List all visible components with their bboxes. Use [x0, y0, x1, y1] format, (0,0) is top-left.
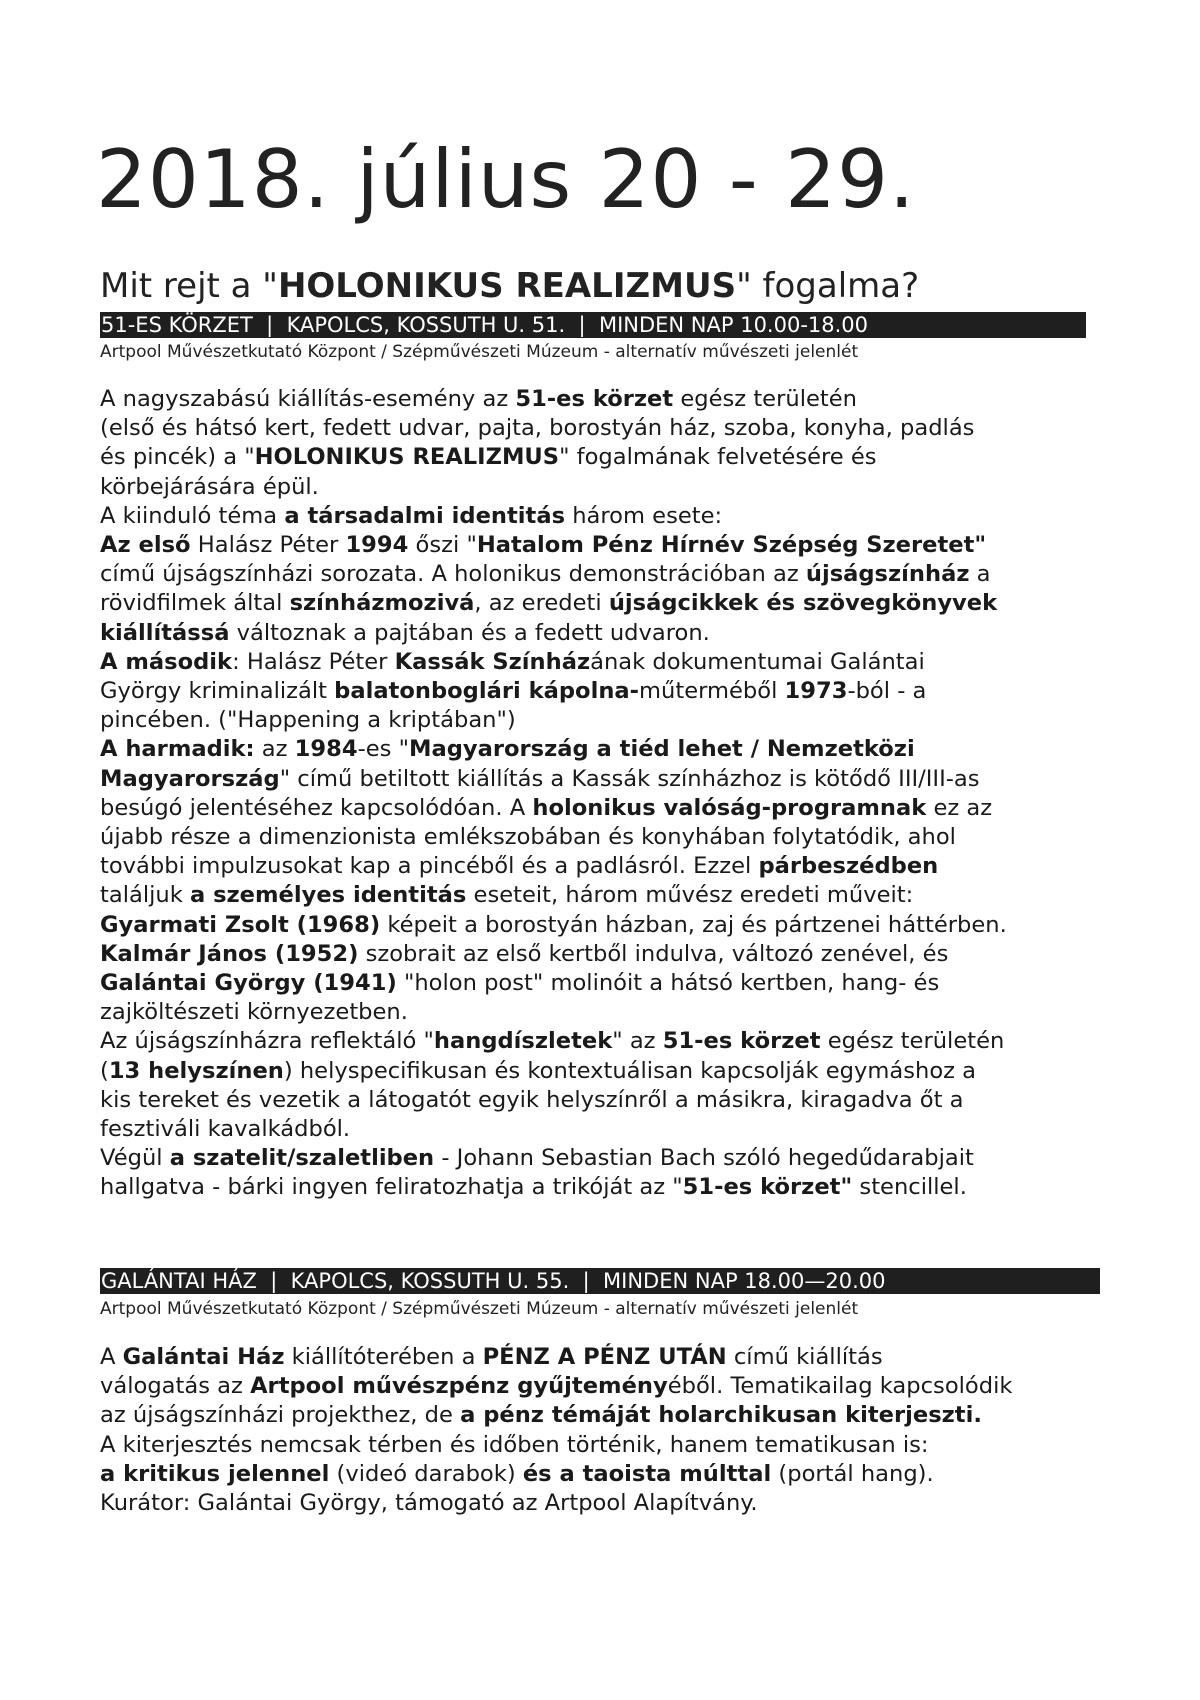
bold-text: újságszínház	[805, 561, 970, 588]
text-line	[100, 852, 1007, 881]
text-line	[100, 911, 1007, 940]
text-line	[100, 998, 1007, 1027]
text-segment: című kiállítás	[726, 1344, 883, 1370]
bold-text: Hatalom Pénz Hírnév Szépség Szeretet"	[476, 532, 987, 559]
text-segment: kis tereket és vezetik a látogatót egyik helyszínről a másikra, kiragadva őt a	[100, 1086, 964, 1113]
bold-text: újságcikkek és szövegkönyvek	[608, 590, 998, 617]
bold-text: Gyarmati Zsolt (1968)	[100, 911, 381, 938]
bold-text: Artpool művészpénz gyűjtemény	[250, 1373, 668, 1400]
text-segment: egész területén	[820, 1028, 1005, 1055]
text-line	[100, 443, 1007, 472]
event-date-heading: 2018. július 20 - 29.	[96, 133, 916, 226]
section1-body	[100, 385, 1007, 1203]
text-line	[100, 502, 1007, 531]
text-segment: " fogalmának felvetésére és	[559, 444, 877, 471]
section2-body	[100, 1343, 1012, 1518]
text-line	[100, 677, 1007, 706]
question-post: " fogalma?	[736, 266, 920, 306]
text-segment: A kiterjesztés nemcsak térben és időben történik, hanem tematikusan is:	[100, 1431, 929, 1458]
bold-text: 1984	[294, 736, 358, 763]
text-line	[100, 1401, 1012, 1430]
text-segment: Kurátor: Galántai György, támogató az Artpool Alapítvány.	[100, 1490, 758, 1517]
text-segment: az	[254, 736, 295, 763]
text-line	[100, 1173, 1007, 1202]
text-segment: : Halász Péter	[232, 648, 395, 675]
text-segment: zajköltészeti környezetben.	[100, 999, 408, 1026]
text-segment: találjuk	[100, 882, 190, 909]
text-segment: és pincék) a "	[100, 444, 255, 471]
text-line	[100, 473, 1007, 502]
text-segment: újabb része a dimenzionista emlékszobában és konyhában folytatódik, ahol	[100, 824, 956, 851]
text-segment: - Johann Sebastian Bach szóló hegedűdarabjait	[434, 1145, 974, 1172]
text-segment: szobrait az első kertből indulva, változó zenével, és	[358, 940, 949, 967]
bold-text: A második	[100, 648, 233, 675]
section2-info-bar: GALÁNTAI HÁZ | KAPOLCS, KOSSUTH U. 55. | MINDEN NAP 18.00—20.00	[100, 1268, 1100, 1294]
text-segment: Az újságszínházra reflektáló "	[100, 1028, 434, 1055]
text-segment: -ból - a	[847, 678, 927, 705]
text-segment: őszi "	[408, 532, 477, 559]
text-segment: további impulzusokat kap a pincéből és a padlásról. Ezzel	[100, 853, 759, 880]
text-line	[100, 589, 1007, 618]
text-segment: pincében. ("Happening a kriptában")	[100, 707, 516, 734]
text-segment: válogatás az	[100, 1373, 251, 1400]
bold-text: 51-es körzet	[662, 1028, 821, 1055]
text-line	[100, 706, 1007, 735]
bold-text: HOLONIKUS REALIZMUS	[254, 444, 560, 471]
question-heading	[100, 265, 919, 307]
bold-text: 1973	[784, 678, 848, 705]
text-line	[100, 823, 1007, 852]
bold-text: PÉNZ A PÉNZ UTÁN	[482, 1344, 727, 1370]
bold-text: balatonboglári kápolna-	[334, 678, 640, 705]
text-line	[100, 414, 1007, 443]
text-segment: műterméből	[639, 678, 785, 705]
question-bold: HOLONIKUS REALIZMUS	[277, 266, 737, 306]
bold-text: Galántai Ház	[122, 1344, 285, 1370]
text-segment: A nagyszabású kiállítás-esemény az	[100, 386, 516, 412]
text-line	[100, 1343, 1012, 1372]
text-line	[100, 1086, 1007, 1115]
bold-text: Magyarország a tiéd lehet / Nemzetközi	[408, 736, 915, 763]
text-segment: az újságszínházi projekthez, de	[100, 1402, 461, 1429]
text-line	[100, 1460, 1012, 1489]
text-segment: " az	[612, 1028, 663, 1055]
text-segment: "holon post" molinóit a hátsó kertben, hang- és	[396, 970, 940, 997]
question-pre: Mit rejt a "	[100, 266, 278, 306]
bold-text: Magyarország	[100, 765, 280, 792]
text-line	[100, 619, 1007, 648]
bold-text: kiállítássá	[100, 619, 230, 646]
text-segment: A kiinduló téma	[100, 502, 285, 529]
text-segment: éből. Tematikailag kapcsolódik	[667, 1373, 1013, 1400]
text-segment: (első és hátsó kert, fedett udvar, pajta, borostyán ház, szoba, konyha, padlás	[100, 415, 975, 442]
bold-text: hangdíszletek	[433, 1028, 613, 1055]
text-line	[100, 560, 1007, 589]
text-line	[100, 735, 1007, 764]
bold-text: a személyes identitás	[189, 882, 467, 909]
text-segment: című újságszínházi sorozata. A holonikus demonstrációban az	[100, 561, 806, 588]
bold-text: holonikus valóság-programnak	[532, 794, 927, 821]
text-segment: a	[969, 561, 991, 588]
text-segment: " című betiltott kiállítás a Kassák színházhoz is kötődő III/III-as	[279, 765, 980, 792]
text-segment: György kriminalizált	[100, 678, 335, 705]
text-segment: besúgó jelentéséhez kapcsolódóan. A	[100, 794, 533, 821]
text-segment: változnak a pajtában és a fedett udvaron.	[229, 619, 710, 646]
text-segment: A	[100, 1344, 123, 1370]
bold-text: 51-es körzet"	[682, 1174, 853, 1201]
text-segment: képeit a borostyán házban, zaj és pártzenei háttérben.	[380, 911, 1007, 938]
section1-info-bar: 51-ES KÖRZET | KAPOLCS, KOSSUTH U. 51. | MINDEN NAP 10.00-18.00	[100, 312, 1086, 338]
text-segment: eseteit, három művész eredeti műveit:	[466, 882, 914, 909]
text-segment: fesztiváli kavalkádból.	[100, 1116, 351, 1143]
text-line	[100, 794, 1007, 823]
bold-text: a szatelit/szaletliben	[169, 1145, 435, 1172]
text-line	[100, 1489, 1012, 1518]
text-line	[100, 1372, 1012, 1401]
bold-text: 51-es körzet	[515, 386, 674, 412]
text-line	[100, 881, 1007, 910]
bold-text: Kalmár János (1952)	[100, 940, 359, 967]
text-segment: , az eredeti	[474, 590, 609, 617]
text-line	[100, 1057, 1007, 1086]
bold-text: A harmadik:	[100, 736, 255, 763]
text-segment: ának dokumentumai Galántai	[590, 648, 925, 675]
text-line	[100, 1115, 1007, 1144]
text-segment: Halász Péter	[190, 532, 346, 559]
text-segment: körbejárására épül.	[100, 473, 319, 500]
text-segment: (	[100, 1057, 109, 1084]
text-line	[100, 765, 1007, 794]
bold-text: a pénz témáját holarchikusan kiterjeszti.	[460, 1402, 982, 1429]
section1-subtitle: Artpool Művészetkutató Központ / Szépművészeti Múzeum - alternatív művészeti jelenlét	[100, 342, 859, 362]
text-segment: (portál hang).	[771, 1460, 934, 1487]
section2-subtitle: Artpool Művészetkutató Központ / Szépművészeti Múzeum - alternatív művészeti jelenlét	[100, 1299, 859, 1319]
text-line	[100, 1027, 1007, 1056]
bold-text: Kassák Színház	[394, 648, 591, 675]
text-segment: -es "	[357, 736, 409, 763]
text-line	[100, 940, 1007, 969]
bold-text: 1994	[345, 532, 409, 559]
text-segment: (videó darabok)	[329, 1460, 523, 1487]
bold-text: színházmozivá	[289, 590, 475, 617]
text-segment: ez az	[926, 794, 993, 821]
bold-text: Az első	[100, 532, 191, 559]
bold-text: a kritikus jelennel	[100, 1460, 330, 1487]
bold-text: Galántai György (1941)	[100, 970, 397, 997]
text-segment: Végül	[100, 1145, 170, 1172]
text-segment: hallgatva - bárki ingyen feliratozhatja a trikóját az "	[100, 1174, 683, 1201]
text-segment: kiállítóterében a	[284, 1344, 483, 1370]
bold-text: a társadalmi identitás	[284, 502, 566, 529]
text-line	[100, 385, 1007, 414]
text-segment: stencillel.	[852, 1174, 967, 1201]
bold-text: párbeszédben	[758, 853, 939, 880]
text-line	[100, 1431, 1012, 1460]
text-line	[100, 648, 1007, 677]
text-line	[100, 531, 1007, 560]
bold-text: 13 helyszínen	[108, 1057, 284, 1084]
text-segment: ) helyspecifikusan és kontextuálisan kapcsolják egymáshoz a	[283, 1057, 977, 1084]
text-segment: három esete:	[565, 502, 723, 529]
text-segment: rövidfilmek által	[100, 590, 290, 617]
text-line	[100, 1144, 1007, 1173]
text-line	[100, 969, 1007, 998]
bold-text: és a taoista múlttal	[522, 1460, 772, 1487]
text-segment: egész területén	[673, 386, 857, 412]
